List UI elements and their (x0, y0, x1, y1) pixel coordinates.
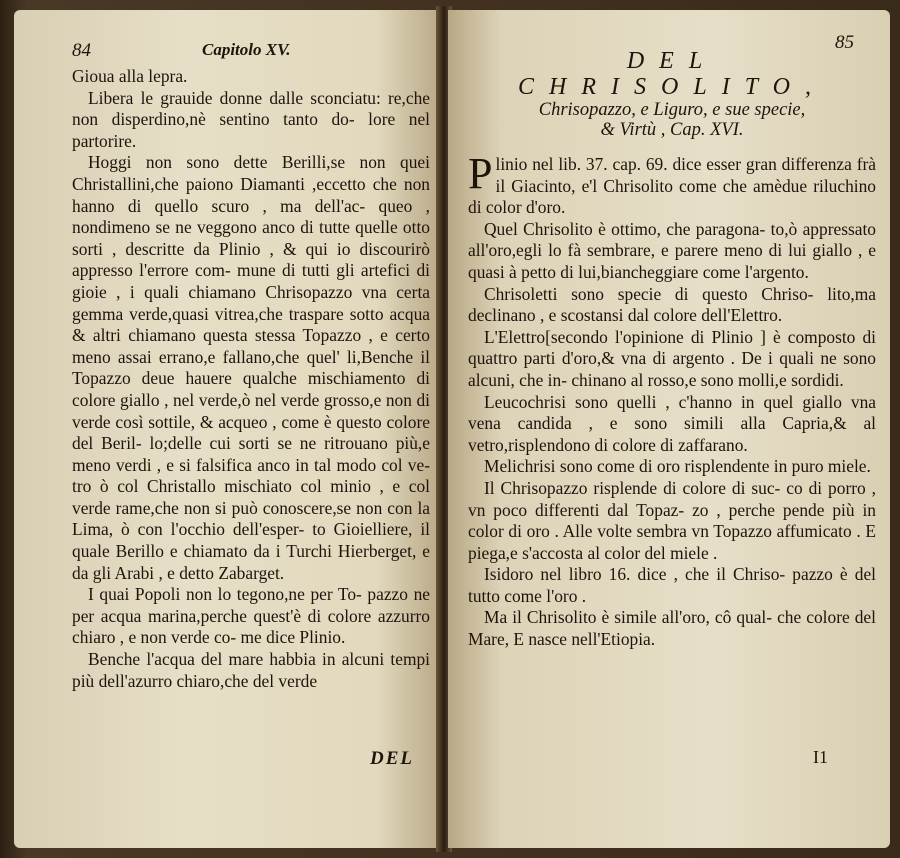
paragraph (468, 149, 876, 219)
paragraph: Libera le grauide donne dalle sconciatu: re,che non disperdino,nè sentino tanto do- lore nel partorire. (72, 87, 430, 151)
chapter-subtitle-line: & Virtù , Cap. XVI. (600, 120, 744, 140)
left-page-header (72, 40, 430, 66)
paragraph: Isidoro nel libro 16. dice , che il Chriso- pazzo è del tutto come l'oro . (468, 564, 876, 606)
paragraph: Quel Chrisolito è ottimo, che paragona- to,ò appressato all'oro,egli lo fà sembrare, e parere meno di lui giallo , e quasi à petto di lui,biancheggiare come l'argento. (468, 218, 876, 282)
catchword: DEL (370, 748, 414, 769)
left-page (14, 10, 440, 848)
page-number: 84 (72, 40, 91, 61)
paragraph: L'Elettro[secondo l'opinione di Plinio ] è composto di quattro parti d'oro,& vna di argento . De i quali ne sono alcuni, che in- chinano al rosso,e sono molli,e sordidi. (468, 326, 876, 390)
paragraph: Melichrisi sono come di oro risplendente in puro miele. (484, 456, 871, 477)
page-number: 85 (835, 32, 854, 53)
right-page (448, 10, 890, 848)
paragraph: Hoggi non sono dette Berilli,se non quei Christallini,che paiono Diamanti ,eccetto che non hanno di quello scuro , ma dell'ac- queo , nondimeno se ne veggono anco di tutte quelle otto sorti , descritte da Plinio , & qui io discourirò appresso l'errore com- mune di tutti gli artefici di gioie , i quali chiamano Chrisopazzo vna certa gemma verde,quasi vitrea,che traspare sotto acqua & altri chiamano questa stessa Topazzo , e certo meno assai errano,e fallano,che quel' li,Benche il Topazzo deue hauere qualche mischiamento di colore giallo , nel verde,ò nel verde grosso,e non di verde così sottile, & acqueo , come è questo colore del Beril- lo;delle cui sorti se ne ritrouano più,e meno verdi , e si falsifica anco in tal modo col ve- tro ò col Christallo mischiato col minio , e col verde rame,che non si può conoscere,se non con la Lima, ò con l'occhio dell'esper- to Gioielliere, il quale Berillo e chiamato da i Turchi Hierberget, e da gli Arabi , e detto Zabarget. (72, 152, 430, 583)
paragraph-text: linio nel lib. 37. cap. 69. dice esser gran differenza frà il Giacinto, e'l Chrisolito come che amèdue riluchino di color d'oro. (468, 154, 876, 218)
paragraph: Gioua alla lepra. (72, 66, 188, 86)
right-page-header (468, 32, 876, 53)
chapter-subtitle-line: Chrisopazzo, e Liguro, e sue specie, (538, 100, 806, 120)
chapter-title: DEL CHRISOLITO, (518, 48, 826, 100)
paragraph: Benche l'acqua del mare habbia in alcuni tempi più dell'azurro chiaro,che del verde (72, 649, 430, 691)
running-head: Capitolo XV. (202, 40, 291, 59)
paragraph: Ma il Chrisolito è simile all'oro, cô qual- che colore del Mare, E nasce nell'Etiopia. (468, 607, 876, 650)
paragraph: Chrisoletti sono specie di questo Chriso- lito,ma declinano , e scostansi dal colore dell'Elettro. (468, 283, 876, 326)
paragraph: Leucochrisi sono quelli , c'hanno in quel giallo vna vena candida , e sono simili alla Capria,& al vetro,risplendono di colore di zaffarano. (468, 391, 876, 455)
paragraph: Il Chrisopazzo risplende di colore di suc- co di porro , vn poco differenti dal Topaz- zo , perche pende più in color di oro . Alle volte sembra vn Topazzo affumicato . E piega,e s'accosta al color del miele . (468, 477, 876, 563)
paragraph: I quai Popoli non lo tegono,ne per To- pazzo ne per acqua marina,perche quest'è di colore azzurro chiaro , e non verde co- me dice Plinio. (72, 584, 430, 648)
drop-cap: P (468, 149, 493, 198)
signature-mark: I1 (813, 747, 828, 767)
